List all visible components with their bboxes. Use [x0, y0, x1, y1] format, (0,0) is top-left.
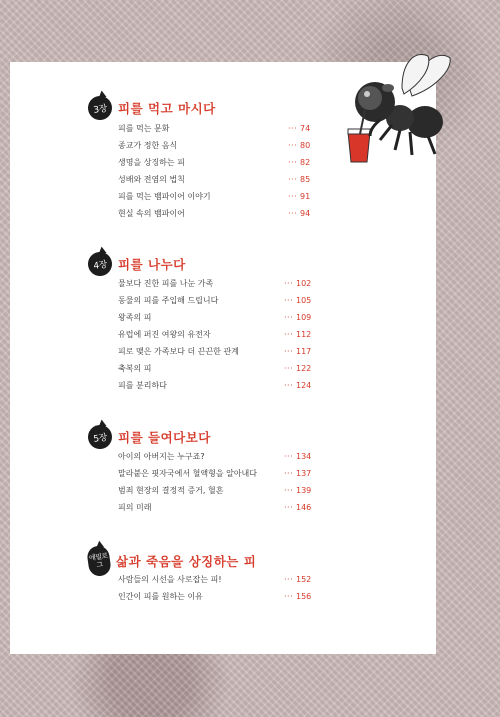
entry-title: 피를 분리하다 [118, 381, 167, 390]
entry-title: 말라붙은 핏자국에서 혈액형을 알아내다 [118, 469, 258, 478]
leader-dots: ··· [284, 575, 294, 584]
page-number: 112 [296, 330, 312, 339]
toc-entry[interactable] [118, 588, 312, 605]
page-number: 117 [296, 347, 312, 356]
chapter-badge: 5장 [86, 423, 113, 450]
leader-dots: ··· [284, 313, 294, 322]
leader-dots: ··· [284, 347, 294, 356]
toc-entry[interactable] [118, 275, 312, 292]
page-number: 139 [296, 486, 312, 495]
leader-dots: ··· [284, 503, 294, 512]
toc-entry[interactable] [118, 448, 312, 465]
entry-title: 인간이 피를 원하는 이유 [118, 592, 203, 601]
entry-title: 유럽에 퍼진 여왕의 유전자 [118, 330, 211, 339]
page-number: 94 [300, 209, 311, 218]
leader-dots: ··· [288, 141, 298, 150]
page-number: 137 [296, 469, 312, 478]
page-number: 156 [296, 592, 312, 601]
entry-title: 피를 먹는 뱀파이어 이야기 [118, 192, 211, 201]
entry-title: 피의 미래 [118, 503, 152, 512]
leader-dots: ··· [284, 469, 294, 478]
toc-entry[interactable] [118, 171, 311, 188]
page-number: 82 [300, 158, 311, 167]
chapter-title: 피를 나누다 [118, 257, 186, 272]
toc-entry[interactable] [118, 205, 311, 222]
toc-entry[interactable] [118, 154, 311, 171]
entry-title: 물보다 진한 피를 나눈 가족 [118, 279, 214, 288]
toc-entry[interactable] [118, 499, 312, 516]
leader-dots: ··· [284, 330, 294, 339]
leader-dots: ··· [284, 364, 294, 373]
page-number: 80 [300, 141, 311, 150]
leader-dots: ··· [288, 192, 298, 201]
toc-entry[interactable] [118, 482, 312, 499]
toc-entry[interactable] [118, 137, 311, 154]
page-number: 146 [296, 503, 312, 512]
entry-title: 피를 먹는 문화 [118, 124, 170, 133]
chapter-title: 피를 먹고 마시다 [118, 101, 216, 116]
page-number: 152 [296, 575, 312, 584]
leader-dots: ··· [288, 124, 298, 133]
toc-entry[interactable] [118, 309, 312, 326]
chapter-title: 피를 들여다보다 [118, 430, 211, 445]
leader-dots: ··· [284, 381, 294, 390]
fly-drinking-blood-icon [340, 50, 455, 170]
entry-title: 동물의 피를 주입해 드립니다 [118, 296, 219, 305]
chapter-3-heading [88, 96, 216, 120]
entry-title: 성배와 전염의 법칙 [118, 175, 185, 184]
page-number: 85 [300, 175, 311, 184]
chapter-badge: 4장 [86, 250, 113, 277]
entry-title: 생명을 상징하는 피 [118, 158, 185, 167]
entry-title: 범죄 현장의 결정적 증거, 혈흔 [118, 486, 224, 495]
page-number: 74 [300, 124, 311, 133]
leader-dots: ··· [284, 296, 294, 305]
entry-title: 종교가 정한 음식 [118, 141, 178, 150]
toc-entry[interactable] [118, 465, 312, 482]
leader-dots: ··· [284, 452, 294, 461]
toc-entry[interactable] [118, 188, 311, 205]
leader-dots: ··· [288, 209, 298, 218]
leader-dots: ··· [284, 486, 294, 495]
chapter-5-heading [88, 425, 211, 449]
chapter-4-entries [118, 275, 312, 394]
toc-entry[interactable] [118, 326, 312, 343]
page-number: 134 [296, 452, 312, 461]
chapter-5-entries [118, 448, 312, 516]
chapter-title: 삶과 죽음을 상징하는 피 [116, 554, 257, 569]
page-number: 109 [296, 313, 312, 322]
entry-title: 피로 맺은 가족보다 더 끈끈한 관계 [118, 347, 239, 356]
toc-entry[interactable] [118, 360, 312, 377]
toc-entry[interactable] [118, 571, 312, 588]
entry-title: 현실 속의 뱀파이어 [118, 209, 185, 218]
chapter-badge: 3장 [86, 94, 113, 121]
chapter-4-heading [88, 252, 186, 276]
entry-title: 사람들의 시선을 사로잡는 피! [118, 575, 222, 584]
toc-entry[interactable] [118, 292, 312, 309]
entry-title: 아이의 아버지는 누구죠? [118, 452, 205, 461]
epilogue-badge: 에필로그 [86, 545, 112, 578]
toc-entry[interactable] [118, 377, 312, 394]
leader-dots: ··· [288, 175, 298, 184]
leader-dots: ··· [284, 592, 294, 601]
entry-title: 왕족의 피 [118, 313, 152, 322]
page-number: 91 [300, 192, 311, 201]
page-number: 105 [296, 296, 312, 305]
toc-entry[interactable] [118, 343, 312, 360]
page-number: 122 [296, 364, 312, 373]
toc-entry[interactable] [118, 120, 311, 137]
page-number: 124 [296, 381, 312, 390]
chapter-3-entries [118, 120, 311, 222]
page-number: 102 [296, 279, 312, 288]
epilogue-entries [118, 571, 312, 605]
entry-title: 축복의 피 [118, 364, 152, 373]
leader-dots: ··· [284, 279, 294, 288]
leader-dots: ··· [288, 158, 298, 167]
